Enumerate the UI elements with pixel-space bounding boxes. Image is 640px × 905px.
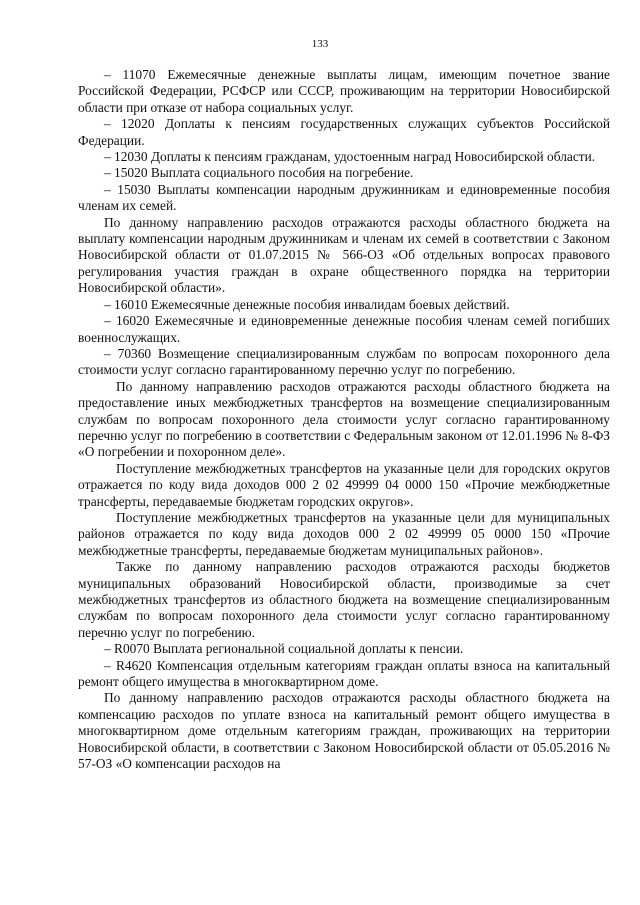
paragraph-16010: – 16010 Ежемесячные денежные пособия инвалидам боевых действий. [104,296,510,312]
paragraph-11070: – 11070 Ежемесячные денежные выплаты лицам, имеющим почетное звание Российской Федерации, РСФСР или СССР, проживающим на территории Новосибирской области при отказе от набора социальных услуг. [78,67,610,115]
document-body [78,67,610,772]
paragraph-16020: – 16020 Ежемесячные и единовременные денежные пособия членам семей погибших военнослужащих. [78,313,610,345]
paragraph-municipal-districts-transfers: Поступление межбюджетных трансфертов на указанные цели для муниципальных районов отражается по коду вида доходов 000 2 02 49999 05 0000 150 «Прочие межбюджетные трансферты, передаваемые бюджетам муниципальных районов». [78,509,610,558]
paragraph-15030-description: По данному направлению расходов отражаются расходы областного бюджета на выплату компенсации народным дружинникам и членам их семей в соответствии с Законом Новосибирской области от 01.07.2015 № 566-ОЗ «Об отдельных вопросах правового регулирования участия граждан в охране общественного порядка на территории Новосибирской области». [78,214,610,296]
paragraph-r4620-description: По данному направлению расходов отражаются расходы областного бюджета на компенсацию расходов по уплате взноса на капитальный ремонт общего имущества в многоквартирном доме отдельным категориям граждан, проживающих на территории Новосибирской области, в соответствии с Законом Новосибирской области от 05.05.2016 № 57-ОЗ «О компенсации расходов на [78,690,610,772]
paragraph-70360: – 70360 Возмещение специализированным службам по вопросам похоронного дела стоимости услуг согласно гарантированному перечню услуг по погребению. [78,345,610,378]
paragraph-15020: – 15020 Выплата социального пособия на погребение. [104,165,414,181]
page-number: 133 [311,38,329,50]
paragraph-municipal-budgets: Также по данному направлению расходов отражаются расходы бюджетов муниципальных образований Новосибирской области, производимые за счет межбюджетных трансфертов из областного бюджета на возмещение специализированным службам по вопросам похоронного дела стоимости услуг согласно гарантированному перечню услуг по погребению. [78,559,610,640]
paragraph-12020: – 12020 Доплаты к пенсиям государственных служащих субъектов Российской Федерации. [78,116,610,148]
paragraph-12030: – 12030 Доплаты к пенсиям гражданам, удостоенным наград Новосибирской области. [104,149,596,165]
paragraph-70360-description: По данному направлению расходов отражаются расходы областного бюджета на предоставление иных межбюджетных трансфертов на возмещение специализированным службам по вопросам похоронного дела стоимости услуг согласно гарантированному перечню услуг по погребению в соответствии с Федеральным законом от 12.01.1996 № 8-ФЗ «О погребении и похоронном деле». [78,378,610,460]
paragraph-city-districts-transfers: Поступление межбюджетных трансфертов на указанные цели для городских округов отражается по коду вида доходов 000 2 02 49999 04 0000 150 «Прочие межбюджетные трансферты, передаваемые бюджетам городских округов». [78,460,610,509]
paragraph-r4620: – R4620 Компенсация отдельным категориям граждан оплаты взноса на капитальный ремонт общего имущества в многоквартирном доме. [78,657,610,690]
paragraph-15030: – 15030 Выплаты компенсации народным дружинникам и единовременные пособия членам их семей. [78,181,610,214]
paragraph-r0070: – R0070 Выплата региональной социальной доплаты к пенсии. [104,641,464,657]
